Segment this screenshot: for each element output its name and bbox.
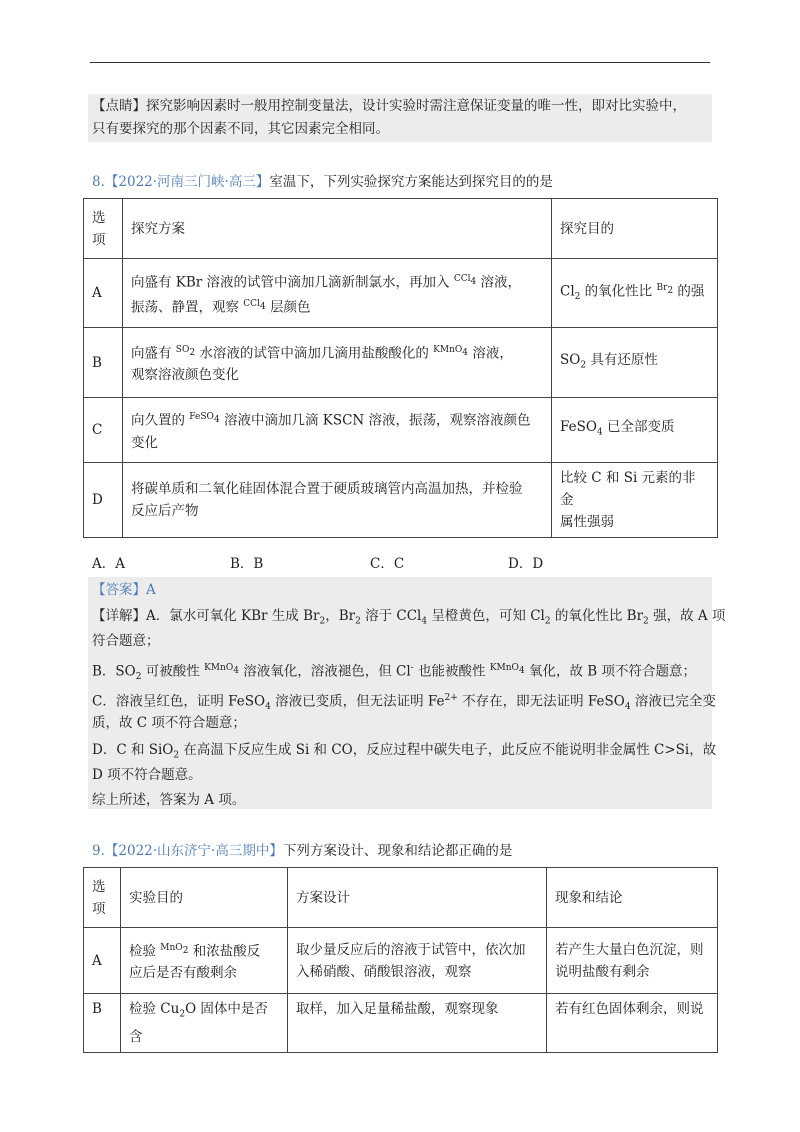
q8-row-c-goal: FeSO$_4$ 已全部变质 <box>552 398 718 463</box>
q8-row-a <box>84 259 718 328</box>
q9-row-b-goal: 检验 $Cu_2O$ 固体中是否含 <box>121 994 288 1053</box>
q9-row-b-option: B <box>84 994 121 1053</box>
q9-row-a-design: 取少量反应后的溶液于试管中，依次加 入稀硝酸、硝酸银溶液，观察 <box>288 928 547 994</box>
q8-row-a-plan: 向盛有 KBr 溶液的试管中滴加几滴新制氯水，再加入 $^{CCl_4}$ 溶液， 振荡、静置，观察 $^{CCl_4}$ 层颜色 <box>123 259 552 328</box>
q8-option-a[interactable]: A．A <box>92 556 125 572</box>
q8-option-d[interactable]: D．D <box>508 556 544 572</box>
q8-row-a-goal: $Cl_2$ 的氧化性比 $^{Br_2}$ 的强 <box>552 259 718 328</box>
q8-row-b-option: B <box>84 328 123 398</box>
q9-stem <box>92 841 512 861</box>
q9-row-b-design: 取样，加入足量稀盐酸，观察现象 <box>288 994 547 1053</box>
q8-row-b-goal: $SO_2$ 具有还原性 <box>552 328 718 398</box>
detail-line-2: 符合题意； <box>92 633 160 649</box>
answer-label: 【答案】 <box>92 582 146 598</box>
q9-row-a <box>84 928 718 994</box>
tip-line-1: 【点睛】探究影响因素时一般用控制变量法，设计实验时需注意保证变量的唯一性，即对比实验中， <box>92 98 686 114</box>
detail-line-8: 综上所述，答案为 A 项。 <box>92 792 246 808</box>
q8-option-b[interactable]: B．B <box>230 556 264 572</box>
q9-header-goal: 实验目的 <box>121 868 288 928</box>
q8-row-d <box>84 463 718 538</box>
q8-row-a-option: A <box>84 259 123 328</box>
detail-line-7: D 项不符合题意。 <box>92 767 202 783</box>
q8-stem <box>92 172 553 192</box>
answer-line <box>92 580 156 600</box>
q8-header-goal: 探究目的 <box>552 199 718 259</box>
detail-line-5: 质，故 C 项不符合题意； <box>92 715 246 731</box>
q9-table <box>83 867 718 1053</box>
q8-source-tag: 【2022·河南三门峡·高三】 <box>104 174 270 190</box>
q9-header-row <box>84 868 718 928</box>
q8-row-b-plan: 向盛有 $^{SO_2}$ 水溶液的试管中滴加几滴用盐酸酸化的 $^{KMnO_4}$ 溶液， 观察溶液颜色变化 <box>123 328 552 398</box>
q8-row-d-plan: 将碳单质和二氧化硅固体混合置于硬质玻璃管内高温加热，并检验 反应后产物 <box>123 463 552 538</box>
answer-value: A <box>146 582 156 598</box>
q9-row-b-result: 若有红色固体剩余，则说 <box>547 994 718 1053</box>
q9-header-design: 方案设计 <box>288 868 547 928</box>
q8-header-row <box>84 199 718 259</box>
q8-row-d-option: D <box>84 463 123 538</box>
q9-header-option: 选 项 <box>84 868 121 928</box>
q8-option-c[interactable]: C．C <box>370 556 405 572</box>
detail-line-3: B．$SO_2$ 可被酸性 $^{KMnO_4}$ 溶液氧化，溶液褪色，但 Cl- 也能被酸性 $^{KMnO_4}$ 氧化，故 B 项不符合题意； <box>92 663 696 683</box>
q8-options <box>92 552 692 572</box>
q8-header-option: 选 项 <box>84 199 123 259</box>
q9-number: 9. <box>92 843 105 859</box>
q9-row-b <box>84 994 718 1053</box>
q9-row-a-goal: 检验 $^{MnO_2}$ 和浓盐酸反 应后是否有酸剩余 <box>121 928 288 994</box>
q8-row-c-plan: 向久置的 $^{FeSO_4}$ 溶液中滴加几滴 KSCN 溶液，振荡，观察溶液颜色 变化 <box>123 398 552 463</box>
q9-row-a-option: A <box>84 928 121 994</box>
tip-line-2: 只有要探究的那个因素不同，其它因素完全相同。 <box>92 121 389 137</box>
q9-stem-text: 下列方案设计、现象和结论都正确的是 <box>282 843 513 859</box>
q9-source-tag: 【2022·山东济宁·高三期中】 <box>104 843 283 859</box>
q9-header-result: 现象和结论 <box>547 868 718 928</box>
q9-row-a-result: 若产生大量白色沉淀，则 说明盐酸有剩余 <box>547 928 718 994</box>
q8-number: 8. <box>92 174 105 190</box>
detail-line-6: D．C 和 SiO$_2$ 在高温下反应生成 Si 和 CO，反应过程中碳失电子，此反应不能说明非金属性 C>Si，故 <box>92 742 717 761</box>
q8-stem-text: 室温下，下列实验探究方案能达到探究目的的是 <box>269 174 553 190</box>
detail-line-1: 【详解】A．氯水可氧化 KBr 生成 $Br_2$，$Br_2$ 溶于 CCl$_4$ 呈橙黄色，可知 $Cl_2$ 的氧化性比 $Br_2$ 强，故 A 项 <box>92 608 726 627</box>
q8-table <box>83 198 718 538</box>
q8-row-c-option: C <box>84 398 123 463</box>
detail-line-4: C．溶液呈红色，证明 FeSO$_4$ 溶液已变质，但无法证明 $Fe^{2+}$ 不存在，即无法证明 FeSO$_4$ 溶液已完全变 <box>92 693 716 713</box>
q8-row-d-goal: 比较 C 和 Si 元素的非金 属性强弱 <box>552 463 718 538</box>
q8-row-c <box>84 398 718 463</box>
q8-row-b <box>84 328 718 398</box>
q8-header-plan: 探究方案 <box>123 199 552 259</box>
header-rule <box>90 62 710 63</box>
